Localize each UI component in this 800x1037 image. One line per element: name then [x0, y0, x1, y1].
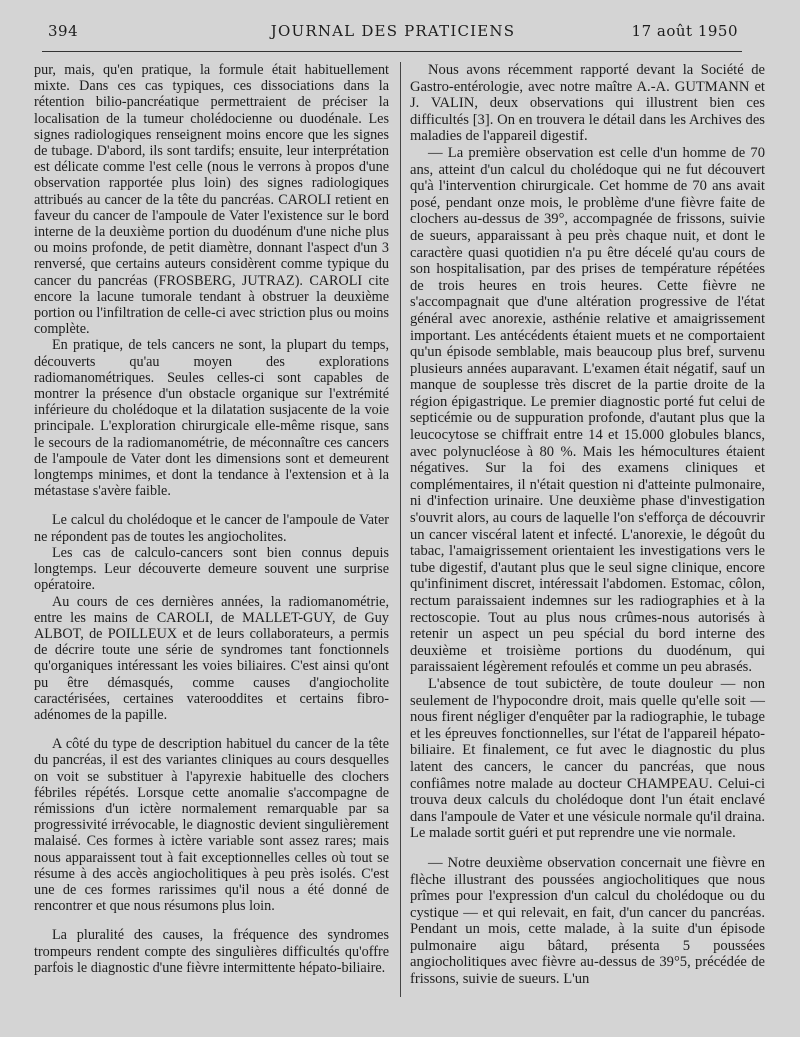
paragraph: En pratique, de tels cancers ne sont, la plupart du temps, découverts qu'au moyen des explorations radiomanométriques. Seules celles-ci sont capables de montrer la présence d'un obstacle organique sur l'extrémité inférieure du cholédoque et la dilatation susjacente de la voie principale. L'exploration chirurgicale elle-même risque, sans le secours de la radiomanométrie, de méconnaître ces cancers de l'ampoule de Vater dont les dimensions sont et demeurent longtemps minimes, et dont la tendance à l'extension et à la métastase s'avère faible. — [34, 337, 389, 500]
paragraph: — Notre deuxième observation concernait une fièvre en flèche illustrant des poussées angiocholitiques que nous prîmes pour l'expression d'un calcul du cholédoque ou du cystique — et qui relevait, en fait, d'un cancer du pancréas. Pendant un mois, cette malade, à la suite d'un épisode pulmonaire aigu bâtard, présenta 5 poussées angiocholitiques avec fièvre au-dessus de 39°5, précédée de frissons, suivie de sueurs. L'un — [410, 854, 765, 988]
running-header — [48, 22, 738, 48]
paragraph: Les cas de calculo-cancers sont bien connus depuis longtemps. Leur découverte demeure souvent une surprise opératoire. — [34, 544, 389, 594]
paragraph: La pluralité des causes, la fréquence des syndromes trompeurs rendent compte des singulières difficultés qu'offre parfois le diagnostic d'une fièvre intermittente hépato-biliaire. — [34, 927, 389, 976]
column-divider — [400, 62, 401, 997]
left-column — [34, 62, 389, 976]
paragraph: Au cours de ces dernières années, la radiomanométrie, entre les mains de CAROLI, de MALLET-GUY, de Guy ALBOT, de POILLEUX et de leurs collaborateurs, a permis de décrire toute une série de syndromes tant fonctionnels qu'organiques intéressant les voies biliaires. C'est ainsi qu'ont pu être démasqués, comme causes d'angiocholite caractérisées, certaines vaterooddites et certains fibro-adénomes de la papille. — [34, 593, 389, 723]
paragraph: L'absence de tout subictère, de toute douleur — non seulement de l'hypocondre droit, mais quelle qu'elle soit — nous firent négliger d'enquêter par la radiographie, le tubage et les épreuves fonctionnelles, sur l'état de l'appareil hépato-biliaire. Et finalement, ce fut avec le diagnostic du plus latent des cancers, le cancer du pancréas, que nous confiâmes notre malade au docteur CHAMPEAU. Celui-ci trouva deux calculs du cholédoque dont l'un était enclavé dans l'ampoule de Vater et une vésicule normale qu'il draina. Le malade sortit guéri et put reprendre une vie normale. — [410, 675, 765, 842]
page-number: 394 — [48, 22, 79, 40]
issue-date: 17 août 1950 — [631, 22, 738, 40]
paragraph: Nous avons récemment rapporté devant la Société de Gastro-entérologie, avec notre maître A.-A. GUTMANN et J. VALIN, deux observations qui illustrent bien ces difficultés [3]. On en trouvera le détail dans les Archives des maladies de l'appareil digestif. — [410, 62, 765, 145]
paragraph: Le calcul du cholédoque et le cancer de l'ampoule de Vater ne répondent pas de toutes les angiocholites. — [34, 512, 389, 545]
journal-title: JOURNAL DES PRATICIENS — [270, 22, 516, 40]
right-column — [410, 62, 765, 988]
paragraph: — La première observation est celle d'un homme de 70 ans, atteint d'un calcul du cholédoque qui ne fut découvert qu'à l'intervention chirurgicale. Cet homme de 70 ans avait posé, pendant onze mois, le problème d'une fièvre faite de clochers au-dessus de 39°, accompagnée de frissons, suivie de sueurs, apparaissant à peu près chaque nuit, et dont le caractère quasi quotidien n'a pu être décelé qu'au cours de son hospitalisation, par des prises de température répétées de trois heures en trois heures. Cette fièvre ne s'accompagnait que d'une altération progressive de l'état général avec anorexie, asthénie relative et amaigrissement important. Les antécédents étaient muets et ne comportaient qu'un épisode semblable, mais beaucoup plus bref, survenu plusieurs années auparavant. L'examen était négatif, sauf un manque de souplesse très discret de la partie droite de la région épigastrique. Le premier diagnostic porté fut celui de septicémie ou de suppuration profonde, d'autant plus que la leucocytose se chiffrait entre 14 et 15.000 globules blancs, avec polynucléose à 80 %. Mais les hémocultures étaient négatives. Sur la foi des examens cliniques et complémentaires, il n'était question ni d'atteinte pulmonaire, ni d'infection urinaire. Une deuxième phase d'investigation s'ouvrit alors, au cours de laquelle l'on s'efforça de découvrir un cancer viscéral latent et infecté. L'anorexie, le dégoût du tabac, l'amaigrissement orientaient les investigations vers le tube digestif, d'autant plus que le seul signe clinique, encore qu'infiniment discret, intéressait l'abdomen. Estomac, côlon, rectum paraissaient indemnes sur les radiographies et à la rectoscopie. Tout au plus nous crûmes-nous autorisés à retenir un aspect un peu spécial du bord interne des deuxième et troisième portions du duodénum, qui paraissaient légèrement refoulés et comme un peu abrasés. — [410, 144, 765, 676]
paragraph: pur, mais, qu'en pratique, la formule était habituellement mixte. Dans ces cas typiques, ces dissociations dans la rétention bilio-pancréatique permettraient de préciser la localisation de la tumeur cholédocienne ou duodénale. Les signes radiologiques renseignent moins encore que les signes de tubage. D'abord, ils sont tardifs; ensuite, leur interprétation est délicate comme l'est celle (nous le verrons à propos d'une observation rapportée plus loin) des signes radiologiques attribués au cancer de la tête du pancréas. CAROLI retient en faveur du cancer de l'ampoule de Vater l'existence sur le bord interne de la deuxième portion du duodénum d'une niche plus ou moins profonde, de petit diamètre, donnant l'aspect d'un 3 renversé, que certains auteurs considèrent comme typique du cancer du pancréas (FROSBERG, JUTRAZ). CAROLI cite encore la lacune tumorale tendant à obstruer la deuxième portion ou l'infiltration de celle-ci avec striction plus ou moins complète. — [34, 62, 389, 338]
header-rule — [42, 51, 742, 52]
paragraph: A côté du type de description habituel du cancer de la tête du pancréas, il est des variantes cliniques au cours desquelles on voit se substituer à l'apyrexie habituelle des clochers fébriles répétés. Lorsque cette anomalie s'accompagne de rémissions d'un ictère normalement remarquable par sa progressivité irrévocable, le diagnostic devient singulièrement malaisé. Ces formes à ictère variable sont assez rares; mais nous apparaissent tout à fait exceptionnelles celles où tout se résume à des accès angiocholitiques à peu près isolés. C'est une de ces formes rarissimes qu'il nous a été donné de rencontrer et que nous résumons plus loin. — [34, 736, 389, 915]
